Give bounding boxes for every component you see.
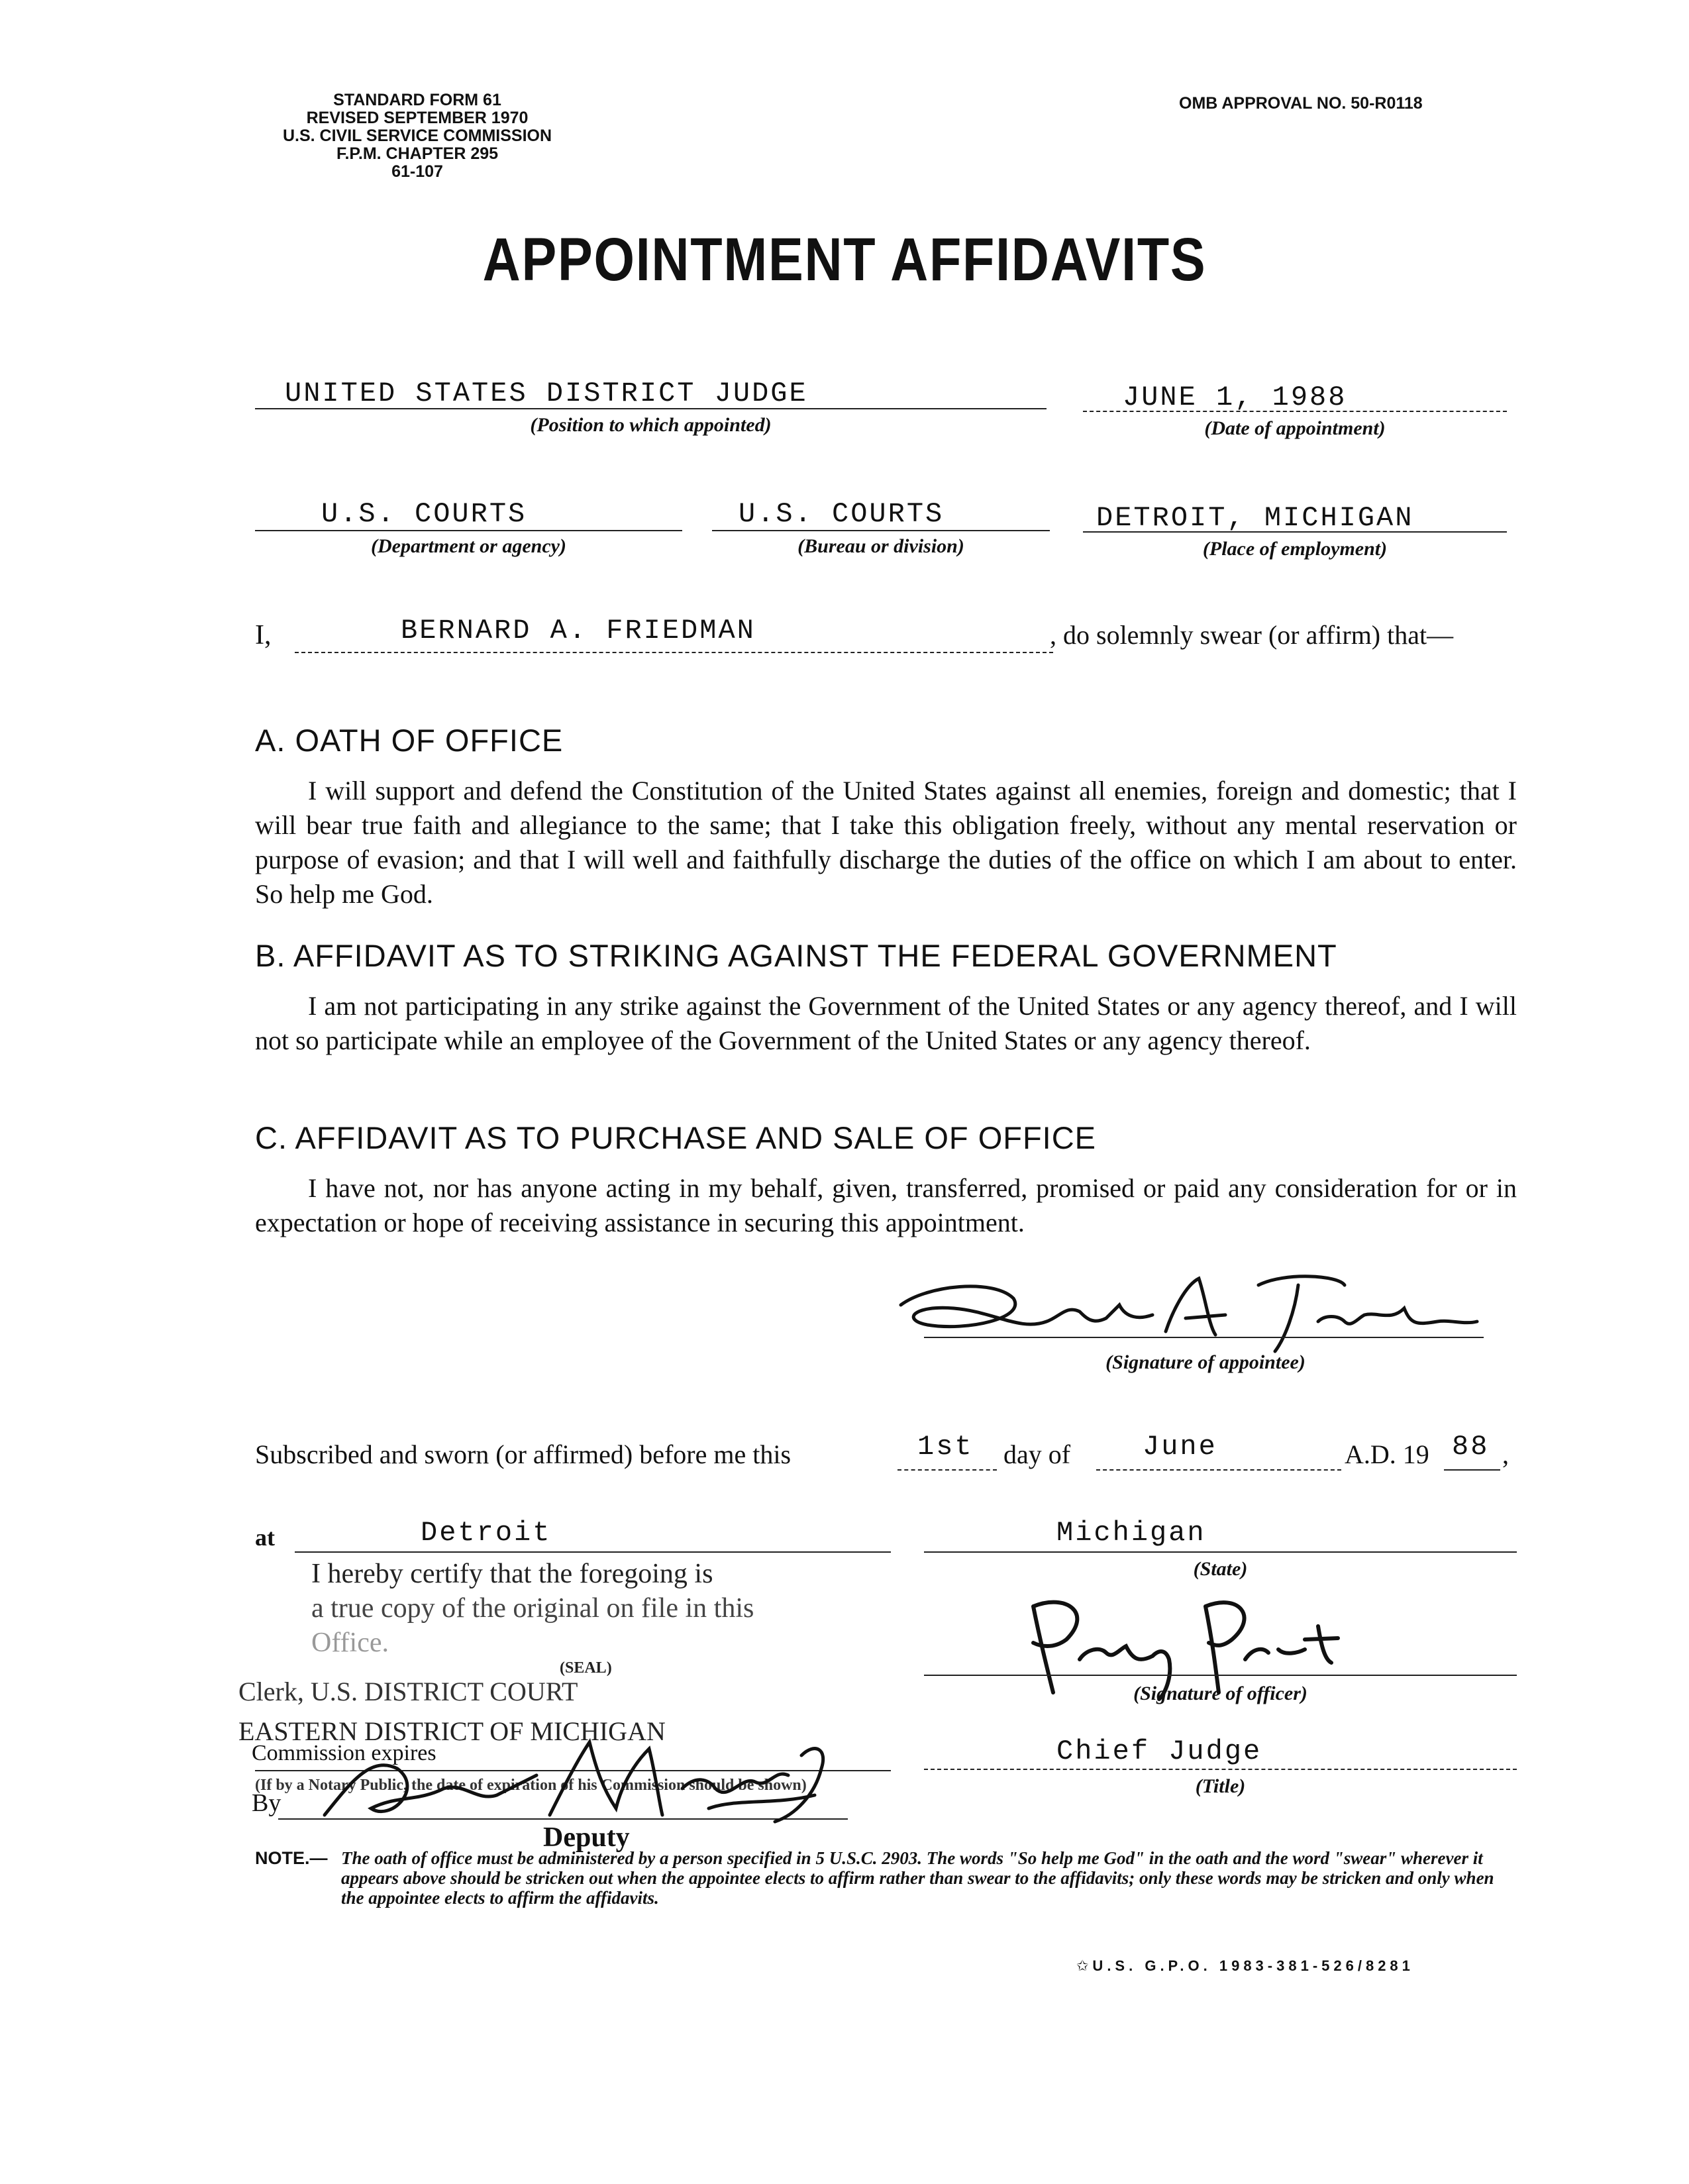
department-caption: (Department or agency) (371, 535, 566, 557)
place-value: DETROIT, MICHIGAN (1096, 502, 1414, 534)
section-b-heading: B. AFFIDAVIT AS TO STRIKING AGAINST THE FEDERAL GOVERNMENT (255, 938, 1337, 973)
position-field[interactable] (255, 378, 1047, 409)
by-label: By (252, 1789, 282, 1817)
department-value: U.S. COURTS (321, 498, 527, 530)
sworn-end: , (1502, 1439, 1509, 1469)
form-line: 61-107 (391, 162, 443, 181)
position-caption: (Position to which appointed) (530, 414, 772, 436)
note-text: The oath of office must be administered by a person specified in 5 U.S.C. 2903. The words "So help me God" in the oath and the word "swear" wherever it appears above should be stricken out when the appointee elects to affirm rather than swear to the affidavits; only these words may be stricken and only when the appointee elects to affirm the affidavits. (341, 1848, 1494, 1908)
sworn-day-field[interactable] (897, 1431, 997, 1471)
oath-prefix: I, (255, 620, 272, 650)
omb-approval: OMB APPROVAL NO. 50-R0118 (1179, 94, 1423, 113)
city-value: Detroit (421, 1517, 552, 1549)
oath-suffix: , do solemnly swear (or affirm) that— (1050, 620, 1454, 650)
section-c-text: I have not, nor has anyone acting in my behalf, given, transferred, promised or paid any consideration for or in expectation or hope of receiving assistance in securing this appointment. (255, 1173, 1517, 1237)
state-caption: (State) (1193, 1558, 1248, 1580)
city-field[interactable] (295, 1517, 891, 1553)
state-field[interactable] (924, 1517, 1517, 1553)
bureau-field[interactable] (712, 498, 1050, 531)
notary-note: (If by a Notary Public, the date of expiration of his Commission should be shown) (255, 1777, 807, 1794)
section-b-text: I am not participating in any strike against the Government of the United States or any agency thereof, and I will not so participate while an employee of the Government of the United States or any agency thereof. (255, 991, 1517, 1055)
officer-signature-line (924, 1675, 1517, 1676)
clerk-line: Clerk, U.S. DISTRICT COURT (238, 1677, 578, 1706)
form-line: REVISED SEPTEMBER 1970 (306, 109, 529, 127)
sworn-year-field[interactable] (1444, 1431, 1500, 1471)
officer-title-caption: (Title) (1195, 1775, 1246, 1797)
date-field[interactable] (1083, 378, 1507, 412)
section-c-heading: C. AFFIDAVIT AS TO PURCHASE AND SALE OF OFFICE (255, 1120, 1097, 1155)
page-title: APPOINTMENT AFFIDAVITS (482, 226, 1207, 293)
department-field[interactable] (255, 498, 682, 531)
bureau-caption: (Bureau or division) (797, 535, 964, 557)
deputy-label: Deputy (543, 1822, 630, 1853)
district-line: EASTERN DISTRICT OF MICHIGAN (238, 1716, 666, 1746)
certify-line: a true copy of the original on file in this (311, 1593, 754, 1624)
section-a-text: I will support and defend the Constitution of the United States against all enemies, foreign and domestic; that I will bear true faith and allegiance to the same; that I take this obligation freely, without any mental reservation or purpose of evasion; and that I will well and faithfully discharge the duties of the office on which I am about to enter. So help me God. (255, 776, 1517, 909)
appointee-name-field[interactable] (295, 615, 1053, 653)
sworn-month: June (1143, 1431, 1217, 1463)
place-caption: (Place of employment) (1202, 538, 1388, 560)
state-value: Michigan (1056, 1517, 1206, 1549)
at-label: at (255, 1524, 275, 1551)
position-value: UNITED STATES DISTRICT JUDGE (285, 378, 808, 409)
form-line: U.S. CIVIL SERVICE COMMISSION (282, 127, 552, 145)
place-field[interactable] (1083, 498, 1507, 533)
form-line: F.P.M. CHAPTER 295 (336, 144, 499, 163)
date-caption: (Date of appointment) (1204, 417, 1386, 439)
appointee-signature-line (924, 1337, 1484, 1338)
sworn-month-field[interactable] (1096, 1431, 1341, 1471)
section-a-heading: A. OATH OF OFFICE (255, 723, 564, 758)
sworn-day: 1st (917, 1431, 974, 1463)
gpo-imprint: ✩U.S. G.P.O. 1983-381-526/8281 (1076, 1957, 1414, 1974)
commission-expires: Commission expires (252, 1741, 436, 1765)
appointee-signature-caption: (Signature of appointee) (1105, 1351, 1305, 1373)
form-line: STANDARD FORM 61 (333, 91, 501, 109)
seal-label: (SEAL) (560, 1659, 612, 1677)
appointee-name: BERNARD A. FRIEDMAN (401, 615, 756, 647)
bureau-value: U.S. COURTS (739, 498, 945, 530)
certify-line: Office. (311, 1628, 389, 1658)
certify-line: I hereby certify that the foregoing is (311, 1559, 713, 1589)
sworn-year: 88 (1452, 1431, 1490, 1463)
certify-stamp (311, 1557, 888, 1660)
form-identifier (245, 91, 589, 181)
note-label: NOTE.— (255, 1848, 328, 1868)
sworn-prefix: Subscribed and sworn (or affirmed) before me this (255, 1439, 792, 1469)
date-value: JUNE 1, 1988 (1123, 382, 1347, 413)
officer-title: Chief Judge (1056, 1736, 1262, 1767)
officer-signature-caption: (Signature of officer) (1133, 1683, 1307, 1704)
appointee-signature (888, 1259, 1484, 1365)
officer-title-field[interactable] (924, 1734, 1517, 1770)
sworn-ad: A.D. 19 (1345, 1439, 1429, 1469)
sworn-day-of: day of (1003, 1439, 1071, 1469)
